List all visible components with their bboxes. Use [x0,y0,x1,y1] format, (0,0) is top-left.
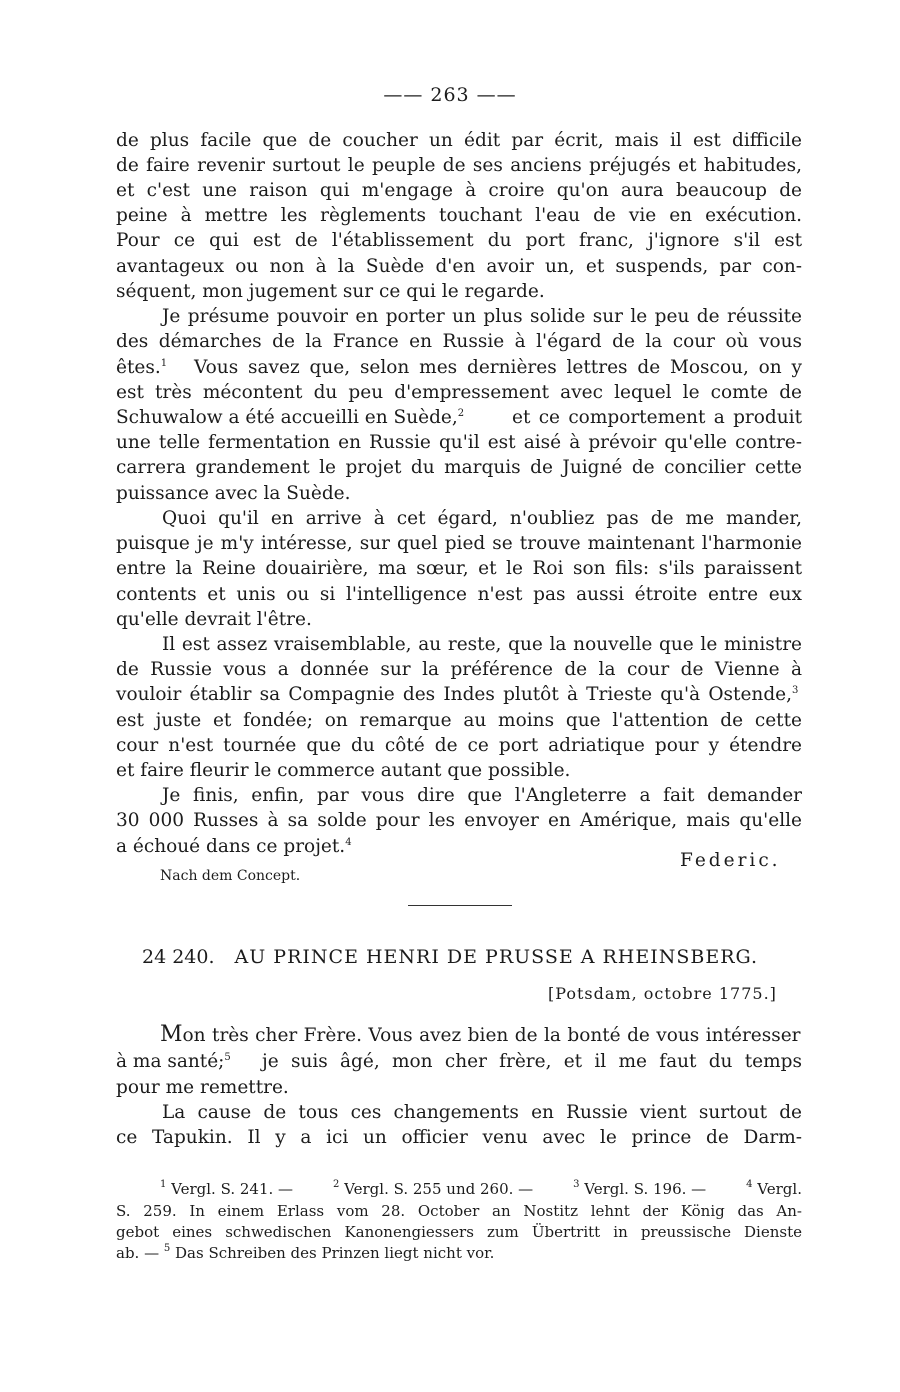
initial-capital: M [160,1022,183,1047]
text-line: entre la Reine douairière, ma sœur, et le Roi son fils: s'ils paraissent [116,558,802,579]
text-line: Vous savez que, selon mes dernières lettres de Moscou, on y [194,357,802,378]
footnote-text: Das Schreiben des Prinzen liegt nicht vor. [175,1244,495,1262]
footnote-line: gebot eines schwedischen Kanonengiessers zum Übertritt in preussische Dienste [116,1223,802,1241]
footnote-marker: 4 [746,1179,753,1190]
text-line [116,1051,231,1072]
page-number-value: 263 [430,84,470,106]
text-line: et ce comportement a produit [512,407,802,428]
text-line: Quoi qu'il en arrive à cet égard, n'oubliez pas de me mander, [162,508,802,529]
text-line [116,684,802,705]
letter-title: AU PRINCE HENRI DE PRUSSE A RHEINSBERG. [234,946,759,968]
footnote [160,1180,293,1198]
text-line: Je finis, enfin, par vous dire que l'Angleterre a fait demander [162,785,802,806]
footnote-text: Vergl. S. 241. — [171,1180,294,1198]
footnote-marker: 3 [573,1179,580,1190]
text-line: La cause de tous ces changements en Russie vient surtout de [162,1102,802,1123]
text-line: avantageux ou non à la Suède d'en avoir un, et suspends, par con- [116,256,802,277]
text-line: des démarches de la France en Russie à l'égard de la cour où vous [116,331,802,352]
text-fragment: on très cher Frère. Vous avez bien de la bonté de vous intéresser [182,1025,801,1046]
footnote-line [116,1244,494,1262]
text-line: carrera grandement le projet du marquis de Juigné de concilier cette [116,457,802,478]
text-line: de faire revenir surtout le peuple de ses anciens préjugés et habitudes, [116,155,802,176]
footnote-marker: 2 [333,1179,340,1190]
footnote-marker: 1 [160,1179,167,1190]
text-line: une telle fermentation en Russie qu'il est aisé à prévoir qu'elle contre- [116,432,802,453]
text-line: qu'elle devrait l'être. [116,609,312,630]
dateline: [Potsdam, octobre 1775.] [548,984,777,1003]
text-line [116,836,352,857]
footnote-marker: 2 [457,408,465,419]
footnote-line [160,1180,802,1198]
text-fragment: êtes. [116,357,161,378]
page-number: —— 263 —— [383,84,517,106]
text-line: de plus facile que de coucher un édit par écrit, mais il est difficile [116,130,802,151]
footnote-marker: 5 [163,1243,171,1254]
footnote-marker: 4 [345,837,352,848]
text-line: peine à mettre les règlements touchant l'eau de vie en exécution. [116,205,802,226]
text-line: puissance avec la Suède. [116,483,351,504]
text-line: Il est assez vraisemblable, au reste, que la nouvelle que le ministre [162,634,802,655]
text-line: contents et unis ou si l'intelligence n'est pas aussi étroite entre eux [116,584,802,605]
text-line: est très mécontent du peu d'empressement avec lequel le comte de [116,382,802,403]
text-line [160,1022,802,1047]
text-line: séquent, mon jugement sur ce qui le regarde. [116,281,545,302]
text-line: et faire fleurir le commerce autant que possible. [116,760,571,781]
text-line: je suis âgé, mon cher frère, et il me faut du temps [262,1051,802,1072]
footnote-text: Vergl. S. 196. — [584,1180,707,1198]
text-line: puisque je m'y intéresse, sur quel pied se trouve maintenant l'harmonie [116,533,802,554]
footnote-marker: 5 [224,1052,231,1063]
footnote-text: ab. — [116,1244,160,1262]
text-fragment: a échoué dans ce projet. [116,836,346,857]
text-line [116,407,464,428]
text-line: Pour ce qui est de l'établissement du port franc, j'ignore s'il est [116,230,802,251]
footnote-marker: 3 [792,685,799,696]
text-line: 30 000 Russes à sa solde pour les envoyer en Amérique, mais qu'elle [116,810,802,831]
text-line: est juste et fondée; on remarque au moins que l'attention de cette [116,710,802,731]
footnote-line: S. 259. In einem Erlass vom 28. October an Nostitz lehnt der König das An- [116,1202,802,1220]
text-line: et c'est une raison qui m'engage à croire qu'on aura beaucoup de [116,180,802,201]
text-line: ce Tapukin. Il y a ici un officier venu avec le prince de Darm- [116,1127,802,1148]
signature: Federic. [680,850,781,871]
text-line: pour me remettre. [116,1077,289,1098]
text-fragment: Schuwalow a été accueilli en Suède, [116,407,458,428]
footnote-text: Vergl. [757,1180,802,1198]
text-fragment: à ma santé; [116,1051,225,1072]
section-divider [408,905,512,906]
text-line: cour n'est tournée que du côté de ce port adriatique pour y étendre [116,735,802,756]
text-line: de Russie vous a donnée sur la préférence de la cour de Vienne à [116,659,802,680]
letter-number: 24 240. [142,946,215,968]
footnote-text: Vergl. S. 255 und 260. — [344,1180,534,1198]
source-note: Nach dem Concept. [160,868,301,884]
letter-heading [142,946,758,968]
footnote-marker: 1 [160,358,168,369]
text-line [116,357,167,378]
text-line: Je présume pouvoir en porter un plus solide sur le peu de réussite [162,306,802,327]
footnote [333,1180,533,1198]
footnote [573,1180,706,1198]
text-fragment: vouloir établir sa Compagnie des Indes plutôt à Trieste qu'à Ostende, [116,684,792,705]
footnote [746,1180,802,1198]
